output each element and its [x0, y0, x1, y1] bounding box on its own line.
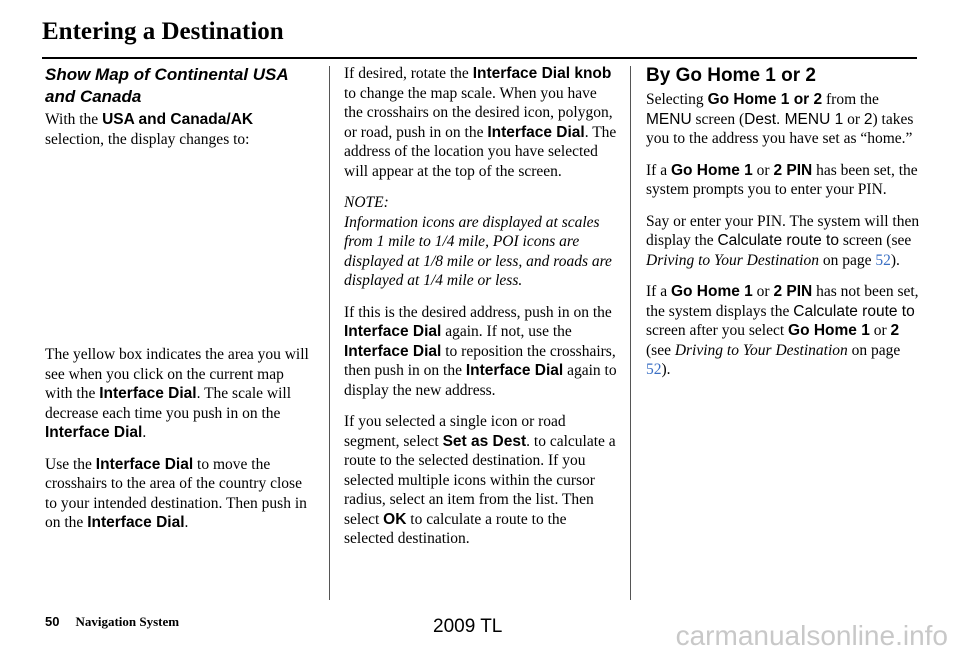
- text: (see: [646, 341, 675, 359]
- text: .: [184, 514, 189, 531]
- figure-space: [45, 161, 315, 345]
- column-divider: [630, 66, 631, 600]
- ui-term: USA and Canada: [102, 111, 227, 128]
- text: With the: [45, 111, 103, 128]
- text: .: [142, 424, 147, 441]
- ui-term: Dest. MENU 1: [744, 110, 844, 128]
- ui-term: Interface Dial: [344, 342, 442, 360]
- text: to calculate a route to the selected destination.: [344, 510, 567, 547]
- column-left: [45, 64, 315, 545]
- ui-term: Go Home 1 or 2: [707, 91, 823, 108]
- paragraph: [45, 110, 315, 149]
- text: has not been set, the system displays the: [646, 283, 919, 320]
- text: or: [752, 283, 774, 300]
- paragraph: [45, 455, 315, 533]
- note-text: Information icons are displayed at scales from 1 mile to 1/4 mile, POI icons are displayed at 1/8 mile or less, and roads are displayed at 1/4 mile or less.: [344, 213, 612, 289]
- ui-term: 2: [863, 110, 873, 128]
- ui-term: Interface Dial knob: [472, 65, 612, 82]
- text: . The scale will decrease each time you push in on the: [45, 385, 292, 422]
- ui-term: Interface Dial: [45, 424, 143, 441]
- paragraph: [646, 212, 921, 271]
- text: . to calculate a route to the selected destination. If you selected multiple icons within the cursor radius, select an item from the list. Then select: [344, 432, 616, 528]
- cross-reference: Driving to Your Destination: [646, 251, 819, 269]
- text: Say or enter your PIN. The system will then display the: [646, 212, 920, 249]
- ui-term: AK: [230, 111, 254, 128]
- header-rule: [42, 57, 917, 59]
- ui-term: Go Home 1: [788, 322, 870, 339]
- text: again to display the new address.: [344, 362, 617, 399]
- paragraph: [344, 303, 619, 401]
- text: Use the: [45, 455, 96, 473]
- paragraph: [646, 90, 921, 149]
- text: screen (see: [838, 232, 912, 249]
- column-right: [646, 64, 921, 392]
- text: The yellow box indicates the area you will see when you click on the current map with the: [45, 346, 309, 402]
- text: on page: [847, 341, 901, 359]
- text: Selecting: [646, 91, 708, 108]
- ui-term: Go Home 1: [670, 161, 753, 179]
- text: or: [843, 110, 864, 128]
- ui-term: MENU: [646, 110, 692, 128]
- cross-reference: Driving to Your Destination: [674, 341, 848, 359]
- text: . The address of the location you have selected will appear at the top of the screen.: [344, 123, 617, 180]
- ui-term: Interface Dial: [95, 455, 194, 473]
- paragraph: [344, 64, 619, 181]
- ui-term: Interface Dial: [465, 362, 564, 379]
- text: ) takes you to the address you have set as “home.”: [646, 110, 914, 147]
- paragraph: [646, 161, 921, 200]
- ui-term: Interface Dial: [87, 514, 185, 531]
- page-link[interactable]: 52: [646, 361, 662, 378]
- text: /: [226, 111, 231, 128]
- ui-term: Go Home 1: [670, 283, 753, 300]
- page-number: 50: [45, 614, 60, 629]
- note: [344, 193, 619, 291]
- paragraph: [344, 412, 619, 549]
- text: selection, the display changes to:: [45, 130, 250, 148]
- paragraph: [45, 345, 315, 443]
- ui-term: Set as Dest: [442, 432, 527, 450]
- column-divider: [329, 66, 330, 600]
- ui-term: 2: [890, 322, 900, 339]
- ui-term: Interface Dial: [344, 323, 442, 340]
- text: has been set, the system prompts you to enter your PIN.: [646, 161, 918, 198]
- text: to move the crosshairs to the area of the country close to your intended destination. Then push in on the: [45, 455, 307, 531]
- text: or: [869, 322, 891, 339]
- text: screen (: [691, 110, 745, 128]
- ui-term: Interface Dial: [487, 123, 585, 141]
- page-link[interactable]: 52: [875, 251, 891, 269]
- text: or: [752, 161, 774, 179]
- page-title: Entering a Destination: [42, 18, 284, 45]
- ui-term: 2 PIN: [773, 283, 813, 300]
- text: If a: [646, 283, 671, 300]
- section-heading: Show Map of Continental USA and Canada: [45, 65, 289, 106]
- ui-term: Calculate route to: [793, 302, 915, 320]
- page-footer: [45, 614, 179, 630]
- paragraph: [646, 282, 921, 380]
- text: ).: [661, 361, 671, 378]
- ui-term: 2 PIN: [773, 161, 813, 179]
- text: to reposition the crosshairs, then push in on the: [344, 342, 616, 379]
- text: on page: [818, 251, 876, 269]
- note-label: NOTE:: [344, 194, 389, 211]
- column-middle: [344, 64, 619, 561]
- text: If a: [646, 161, 671, 179]
- text: screen after you select: [646, 322, 789, 339]
- text: If desired, rotate the: [344, 65, 473, 82]
- text: from the: [822, 91, 879, 108]
- text: If this is the desired address, push in on the: [344, 303, 612, 321]
- watermark: carmanualsonline.info: [675, 620, 948, 651]
- section-heading: By Go Home 1 or 2: [646, 65, 816, 86]
- text: If you selected a single icon or road segment, select: [344, 413, 566, 450]
- ui-term: Interface Dial: [99, 385, 197, 402]
- text: again. If not, use the: [441, 323, 572, 340]
- ui-term: OK: [383, 510, 407, 528]
- text: to change the map scale. When you have the crosshairs on the desired icon, polygon, or road, push in on the: [344, 84, 613, 141]
- model-label: 2009 TL: [433, 616, 503, 637]
- ui-term: Calculate route to: [717, 232, 839, 249]
- text: ).: [890, 251, 900, 269]
- footer-section: Navigation System: [75, 614, 180, 629]
